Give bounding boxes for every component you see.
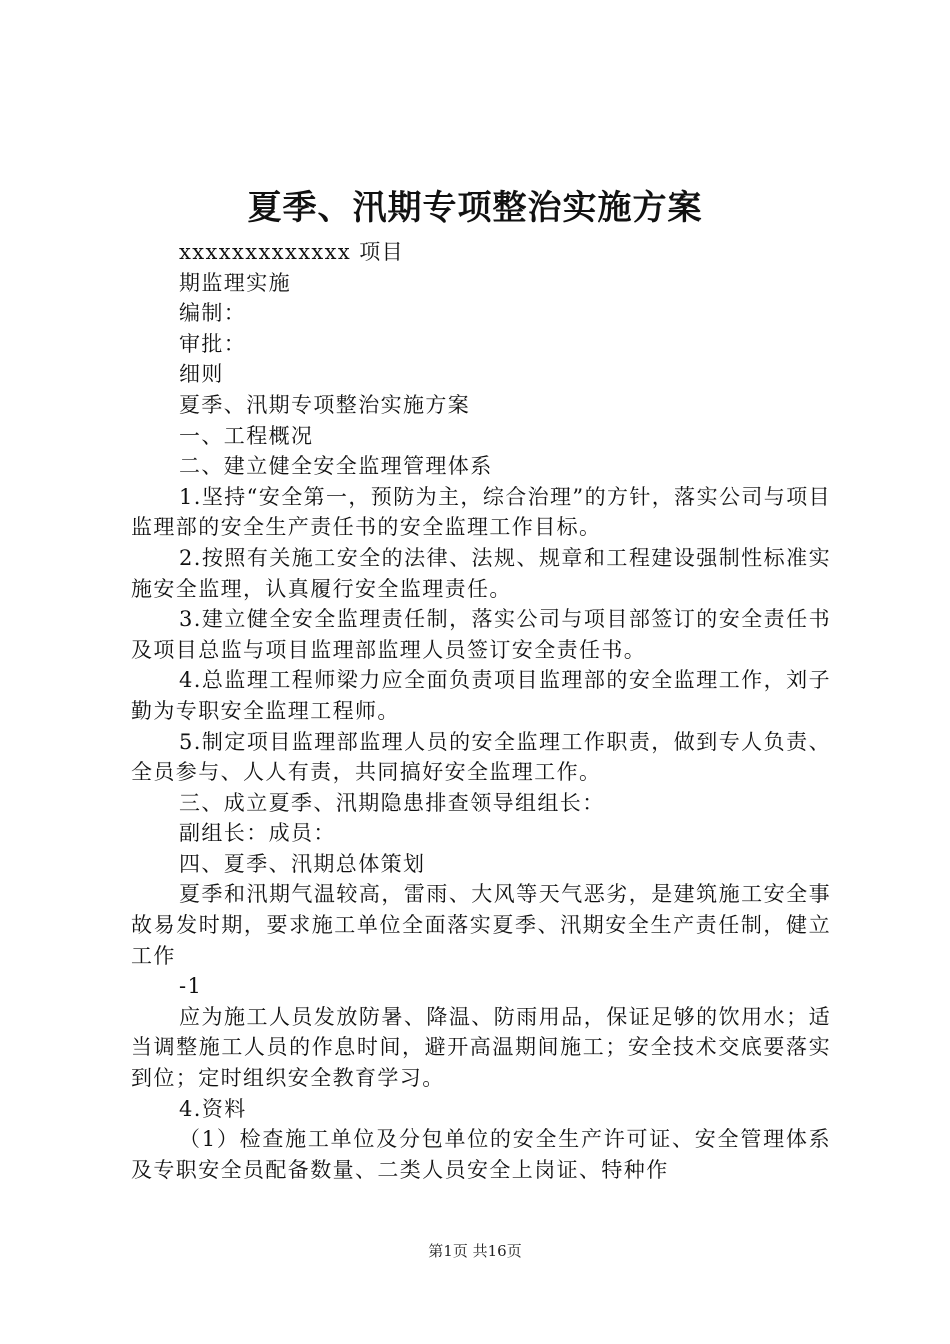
paragraph-period: 期监理实施 — [179, 270, 291, 295]
section-heading-1: 一、工程概况 — [179, 423, 314, 448]
paragraph-project: xxxxxxxxxxxxx 项目 — [179, 240, 405, 264]
paragraph-measures: 应为施工人员发放防暑、降温、防雨用品，保证足够的饮用水；适当调整施工人员的作息时间，避开高温期间施工；安全技术交底要落实到位；定时组织安全教育学习。 — [131, 1004, 831, 1091]
list-item-5: 5.制定项目监理部监理人员的安全监理工作职责，做到专人负责、全员参与、人人有责，共同搞好安全监理工作。 — [131, 729, 831, 785]
paragraph-overview: 夏季和汛期气温较高，雷雨、大风等天气恶劣，是建筑施工安全事故易发时期，要求施工单位全面落实夏季、汛期安全生产责任制，健立工作 — [131, 882, 831, 968]
paragraph-subtitle: 夏季、汛期专项整治实施方案 — [179, 392, 471, 417]
list-item-2: 2.按照有关施工安全的法律、法规、规章和工程建设强制性标准实施安全监理，认真履行安全监理责任。 — [131, 545, 831, 601]
list-item-3: 3.建立健全安全监理责任制，落实公司与项目部签订的安全责任书及项目总监与项目监理部监理人员签订安全责任书。 — [131, 607, 831, 662]
section-heading-4: 四、夏季、汛期总体策划 — [179, 851, 426, 876]
page-footer: 第1页 共16页 — [428, 1242, 522, 1260]
list-item-1: 1.坚持“安全第一，预防为主，综合治理”的方针，落实公司与项目监理部的安全生产责任书的安全监理工作目标。 — [131, 484, 831, 540]
paragraph-rules: 细则 — [179, 362, 224, 387]
list-item-4: 4.总监理工程师梁力应全面负责项目监理部的安全监理工作，刘子勤为专职安全监理工程师。 — [131, 668, 831, 723]
paragraph-approver: 审批： — [179, 331, 247, 356]
list-item-check: （1）检查施工单位及分包单位的安全生产许可证、安全管理体系及专职安全员配备数量、二类人员安全上岗证、特种作 — [131, 1127, 831, 1182]
paragraph-compiler: 编制： — [179, 301, 247, 326]
paragraph-members: 副组长：成员： — [179, 821, 336, 846]
document-title: 夏季、汛期专项整治实施方案 — [247, 188, 703, 228]
document-body — [131, 237, 831, 1185]
paragraph-marker: -1 — [179, 974, 203, 999]
section-heading-2: 二、建立健全安全监理管理体系 — [179, 454, 493, 479]
section-heading-3: 三、成立夏季、汛期隐患排查领导组组长： — [179, 790, 605, 815]
list-heading-materials: 4.资料 — [179, 1096, 247, 1121]
